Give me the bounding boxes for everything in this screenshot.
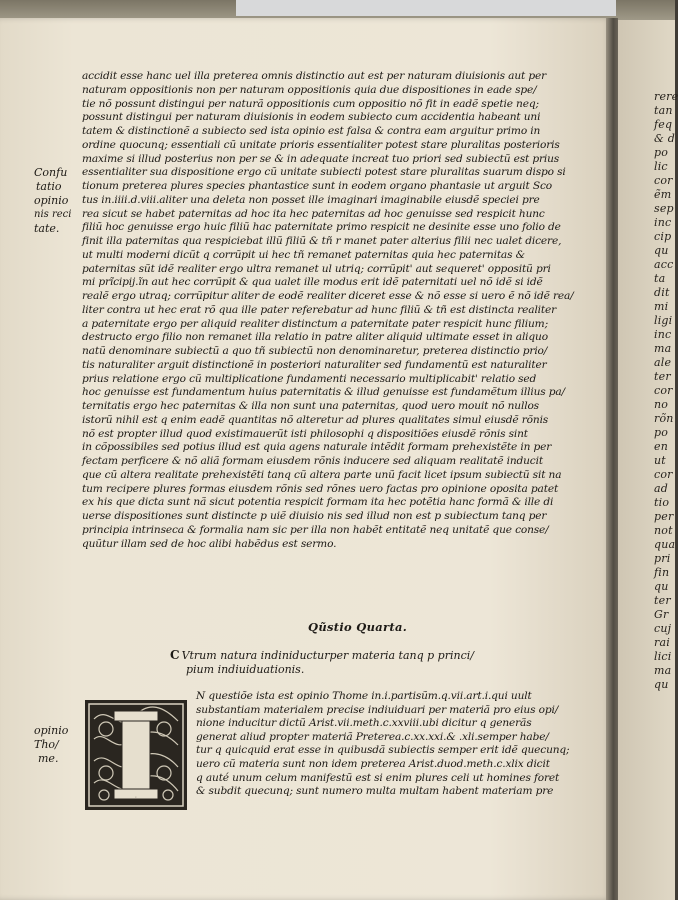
facing-page-fragment: cor [654, 468, 673, 481]
margin-note-line: me. [38, 752, 59, 765]
facing-page-fragment: ale [654, 356, 672, 369]
question-line-2: pium indiuiduationis. [186, 663, 305, 676]
margin-note-line: Tho/ [34, 738, 59, 751]
facing-page-fragment: ẽm [654, 188, 672, 201]
facing-page-fragment: rere [654, 90, 678, 103]
facing-page-fragment: no [654, 398, 669, 411]
answer-line: & subdit quecunq; sunt numero multa multam habent materiam pre [196, 785, 554, 798]
answer-line: tur q quicquid erat esse in quibusdã subiectis semper erit idẽ quecunq; [196, 744, 570, 757]
text-line: tis naturaliter arguit distinctionẽ in posteriori naturaliter sed fundamentũ est naturaliter [82, 358, 547, 371]
facing-page-edge [618, 20, 678, 900]
text-line: quũtur illam sed de hoc alibi habẽdus est sermo. [82, 537, 337, 550]
text-line: fectam perficere & nõ aliã formam eiusdem rõnis inducere sed aliquam realitatẽ inducit [82, 455, 543, 467]
facing-page-fragment: & d [654, 132, 675, 145]
question-line-text: Vtrum natura indiniducturper materia tanq p princi/ [181, 649, 474, 662]
facing-page-fragment: qu [654, 678, 669, 691]
margin-note-line: nis reci [34, 209, 72, 220]
text-line: tie nõ possunt distingui per naturã oppositionis cum oppositio nõ fit in eadẽ spetie neq; [82, 97, 539, 110]
text-line: accidit esse hanc uel illa preterea omnis distinctio aut est per naturam diuisionis aut per [82, 70, 547, 82]
answer-line: generat aliud propter materiã Preterea.c.xx.xxi.& .xli.semper habe/ [196, 730, 549, 743]
facing-page-fragment: cor [654, 174, 673, 187]
text-line: nõ est propter illud quod existimauerũt isti philosophi q dispositiões eiusdẽ rõnis sint [82, 427, 528, 440]
margin-note-line: Confu [34, 166, 68, 179]
text-line: tus in.iiii.d.viii.aliter una deleta non posset ille imaginari imaginabile eiusdẽ speciei pre [82, 193, 540, 206]
facing-page-fragment: ligi [654, 314, 673, 327]
text-line: tionum preterea plures species phantastice sunt in eodem organo phantasie ut arguit Sco [82, 180, 552, 192]
facing-page-fragment: po [654, 426, 669, 439]
facing-page-fragment: qu [654, 244, 669, 257]
text-line: istorũ nihil est q enim eadẽ quantitas nõ alteretur ad plures qualitates simul eiusdẽ rõnis [82, 413, 549, 426]
margin-note-opinio-thome [34, 724, 68, 766]
text-line: tatem & distinctionẽ a subiecto sed ista opinio est falsa & contra eam arguitur primo in [82, 125, 541, 137]
facing-page-fragment: rõn [654, 412, 674, 425]
text-line: liter contra ut hec erat rõ qua ille pater referebatur ad hunc filiũ & tñ est distincta realiter [82, 303, 557, 316]
facing-page-fragment: lic [654, 160, 668, 173]
facing-page-fragment: ter [654, 594, 671, 607]
margin-note-line: opinio [34, 194, 69, 207]
text-line: hoc genuisse est fundamentum huius paternitatis & illud genuisse est fundamẽtum illius pa/ [82, 386, 565, 399]
facing-page-fragment: cip [654, 230, 672, 243]
margin-note-line: tate. [34, 222, 60, 235]
text-line: realẽ ergo utraq; corrũpitur aliter de eodẽ realiter diceret esse & nõ esse si uero ẽ nõ idẽ rea/ [82, 290, 574, 302]
answer-line: substantiam materialem precise indiuiduari per materiã pro eius opi/ [196, 703, 559, 716]
answer-line: nione inducitur dictũ Arist.vii.meth.c.xxviii.ubi dicitur q generãs [196, 717, 532, 730]
text-line: que cũ altera realitate prehexistẽti tanq cũ altera parte unũ facit licet ipsum subiectũ sit na [82, 468, 562, 481]
book-gutter [606, 18, 618, 900]
facing-page-fragment: ma [654, 342, 672, 355]
facing-page-fragment: lici [654, 650, 672, 663]
facing-page-fragment: cor [654, 384, 673, 397]
text-line: mi prĩcipij.ĩn aut hec corrũpit & qua ualet ille modus erit idẽ paternitati uel nõ idẽ si idẽ [82, 276, 543, 289]
facing-page-fragment: ut [654, 454, 666, 467]
facing-page-fragment: dit [654, 286, 670, 299]
text-line: paternitas sũt idẽ realiter ergo ultra remanet ul utriq; corrũpit' aut sequeret' oppositũ pri [82, 262, 551, 275]
facing-page-fragment: tan [654, 104, 673, 117]
facing-page-fragment: mi [654, 300, 669, 313]
text-line: ordine quocunq; essentiali cũ unitate prioris essentialiter potest stare pluralitas posterioris [82, 138, 560, 151]
facing-page-fragment: cuj [654, 622, 672, 635]
facing-page-fragment: sep [654, 202, 674, 215]
facing-page-fragment: inc [654, 216, 672, 229]
facing-page-fragment: fin [654, 566, 670, 579]
facing-page-fragment: feq [654, 118, 673, 131]
facing-page-fragment: Gr [654, 608, 669, 621]
text-line: ex his que dicta sunt nã sicut potentia respicit formam ita hec potẽtia hanc formã & ille di [82, 496, 554, 509]
answer-line: uero cũ materia sunt non idem preterea Arist.duod.meth.c.xlix dicit [196, 757, 550, 770]
margin-note-line: opinio [34, 724, 69, 737]
text-line: filiũ hoc genuisse ergo huic filiũ hac paternitate primo respicit ne desinite esse uno folio de [82, 221, 561, 234]
answer-text-block [196, 690, 576, 799]
facing-page-fragment: po [654, 146, 669, 159]
text-line: a paternitate ergo per aliquid realiter distinctum a paternitate pater respicit hunc filium; [82, 317, 548, 330]
facing-page-fragment: ter [654, 370, 671, 383]
text-line: prius relatione ergo cũ multiplicatione fundamenti necessario multiplicabit' relatio sed [82, 372, 537, 385]
answer-line: N questiõe ista est opinio Thome in.i.partisũm.q.vii.art.i.qui uult [196, 690, 532, 702]
text-line: maxime si illud posterius non per se & in adequate increat tuo priori sed subiectũ est prius [82, 152, 560, 165]
margin-note-confutatio [34, 166, 71, 236]
text-line: naturam oppositionis non per naturam oppositionis quia due dispositiones in eade spe/ [82, 83, 537, 96]
facing-page-fragment: inc [654, 328, 672, 341]
main-text-block [82, 70, 572, 551]
text-line: possunt distingui per naturam diuisionis in eodem subiecto cum accidentia habeant uni [82, 111, 541, 124]
top-card-edge [236, 0, 616, 16]
text-line: uerse dispositiones sunt distincte p uiẽ diuisio nis sed illud non est p subiectum tanq per [82, 510, 547, 522]
text-line: rea sicut se habet paternitas ad hoc ita hec paternitas ad hoc genuisse sed respicit hunc [82, 207, 545, 220]
margin-note-line: tatio [36, 180, 62, 193]
text-line: destructo ergo filio non remanet illa relatio in patre aliter aliquid ultimate esset in aliquo [82, 331, 548, 344]
text-line: natũ denominare subiectũ a quo tñ subiectũ non denominaretur, preterea distinctio prio/ [82, 345, 548, 357]
facing-page-fragment: pri [654, 552, 671, 565]
facing-page-fragment: ad [654, 482, 668, 495]
section-heading: Qũstio Quarta. [308, 620, 408, 634]
answer-line: q auté unum celum manifestũ est si enim plures celi ut homines foret [196, 771, 560, 784]
question-line-1 [170, 648, 474, 663]
text-line: ut multi moderni dicũt q corrũpit ui hec tñ remanet paternitas quia hec paternitas & [82, 248, 525, 261]
question-text [170, 648, 474, 677]
facing-page-fragment: en [654, 440, 668, 453]
text-line: tum recipere plures formas eiusdem rõnis sed rõnes uero factas pro opinione oposita patet [82, 482, 559, 495]
initial-letter: I [135, 797, 137, 799]
facing-page-fragment: qu [654, 580, 669, 593]
facing-page-fragment: not [654, 524, 673, 537]
text-line: in cõpossibiles sed potius illud est quia agens naturale intẽdit formam prehexistẽte in per [82, 441, 552, 454]
text-line: ternitatis ergo hec paternitas & illa non sunt una paternitas, quod uero mouit nõ nullos [82, 400, 539, 412]
text-line: principia intrinseca & formalia nam sic per illa non habẽt entitatẽ neq unitatẽ que conse/ [82, 523, 549, 536]
facing-page-fragment: tio [654, 496, 670, 509]
facing-page-fragment: rai [654, 636, 670, 649]
text-line: finit illa paternitas qua respiciebat illũ filiũ & tñ r manet pater alterius filii nec ualet dicere, [82, 235, 562, 247]
facing-page-fragment: ma [654, 664, 672, 677]
facing-page-fragment: ta [654, 272, 666, 285]
text-line: essentialiter sua dispositione ergo cũ unitate subiecti potest stare pluralitas suarum dispo si [82, 166, 566, 179]
facing-page-fragment: acc [654, 258, 674, 271]
facing-page-fragment: per [654, 510, 674, 523]
facing-page-fragment: qua [654, 538, 676, 551]
paragraph-mark-icon: C [170, 648, 180, 662]
decorated-initial-letter-icon [84, 699, 188, 811]
